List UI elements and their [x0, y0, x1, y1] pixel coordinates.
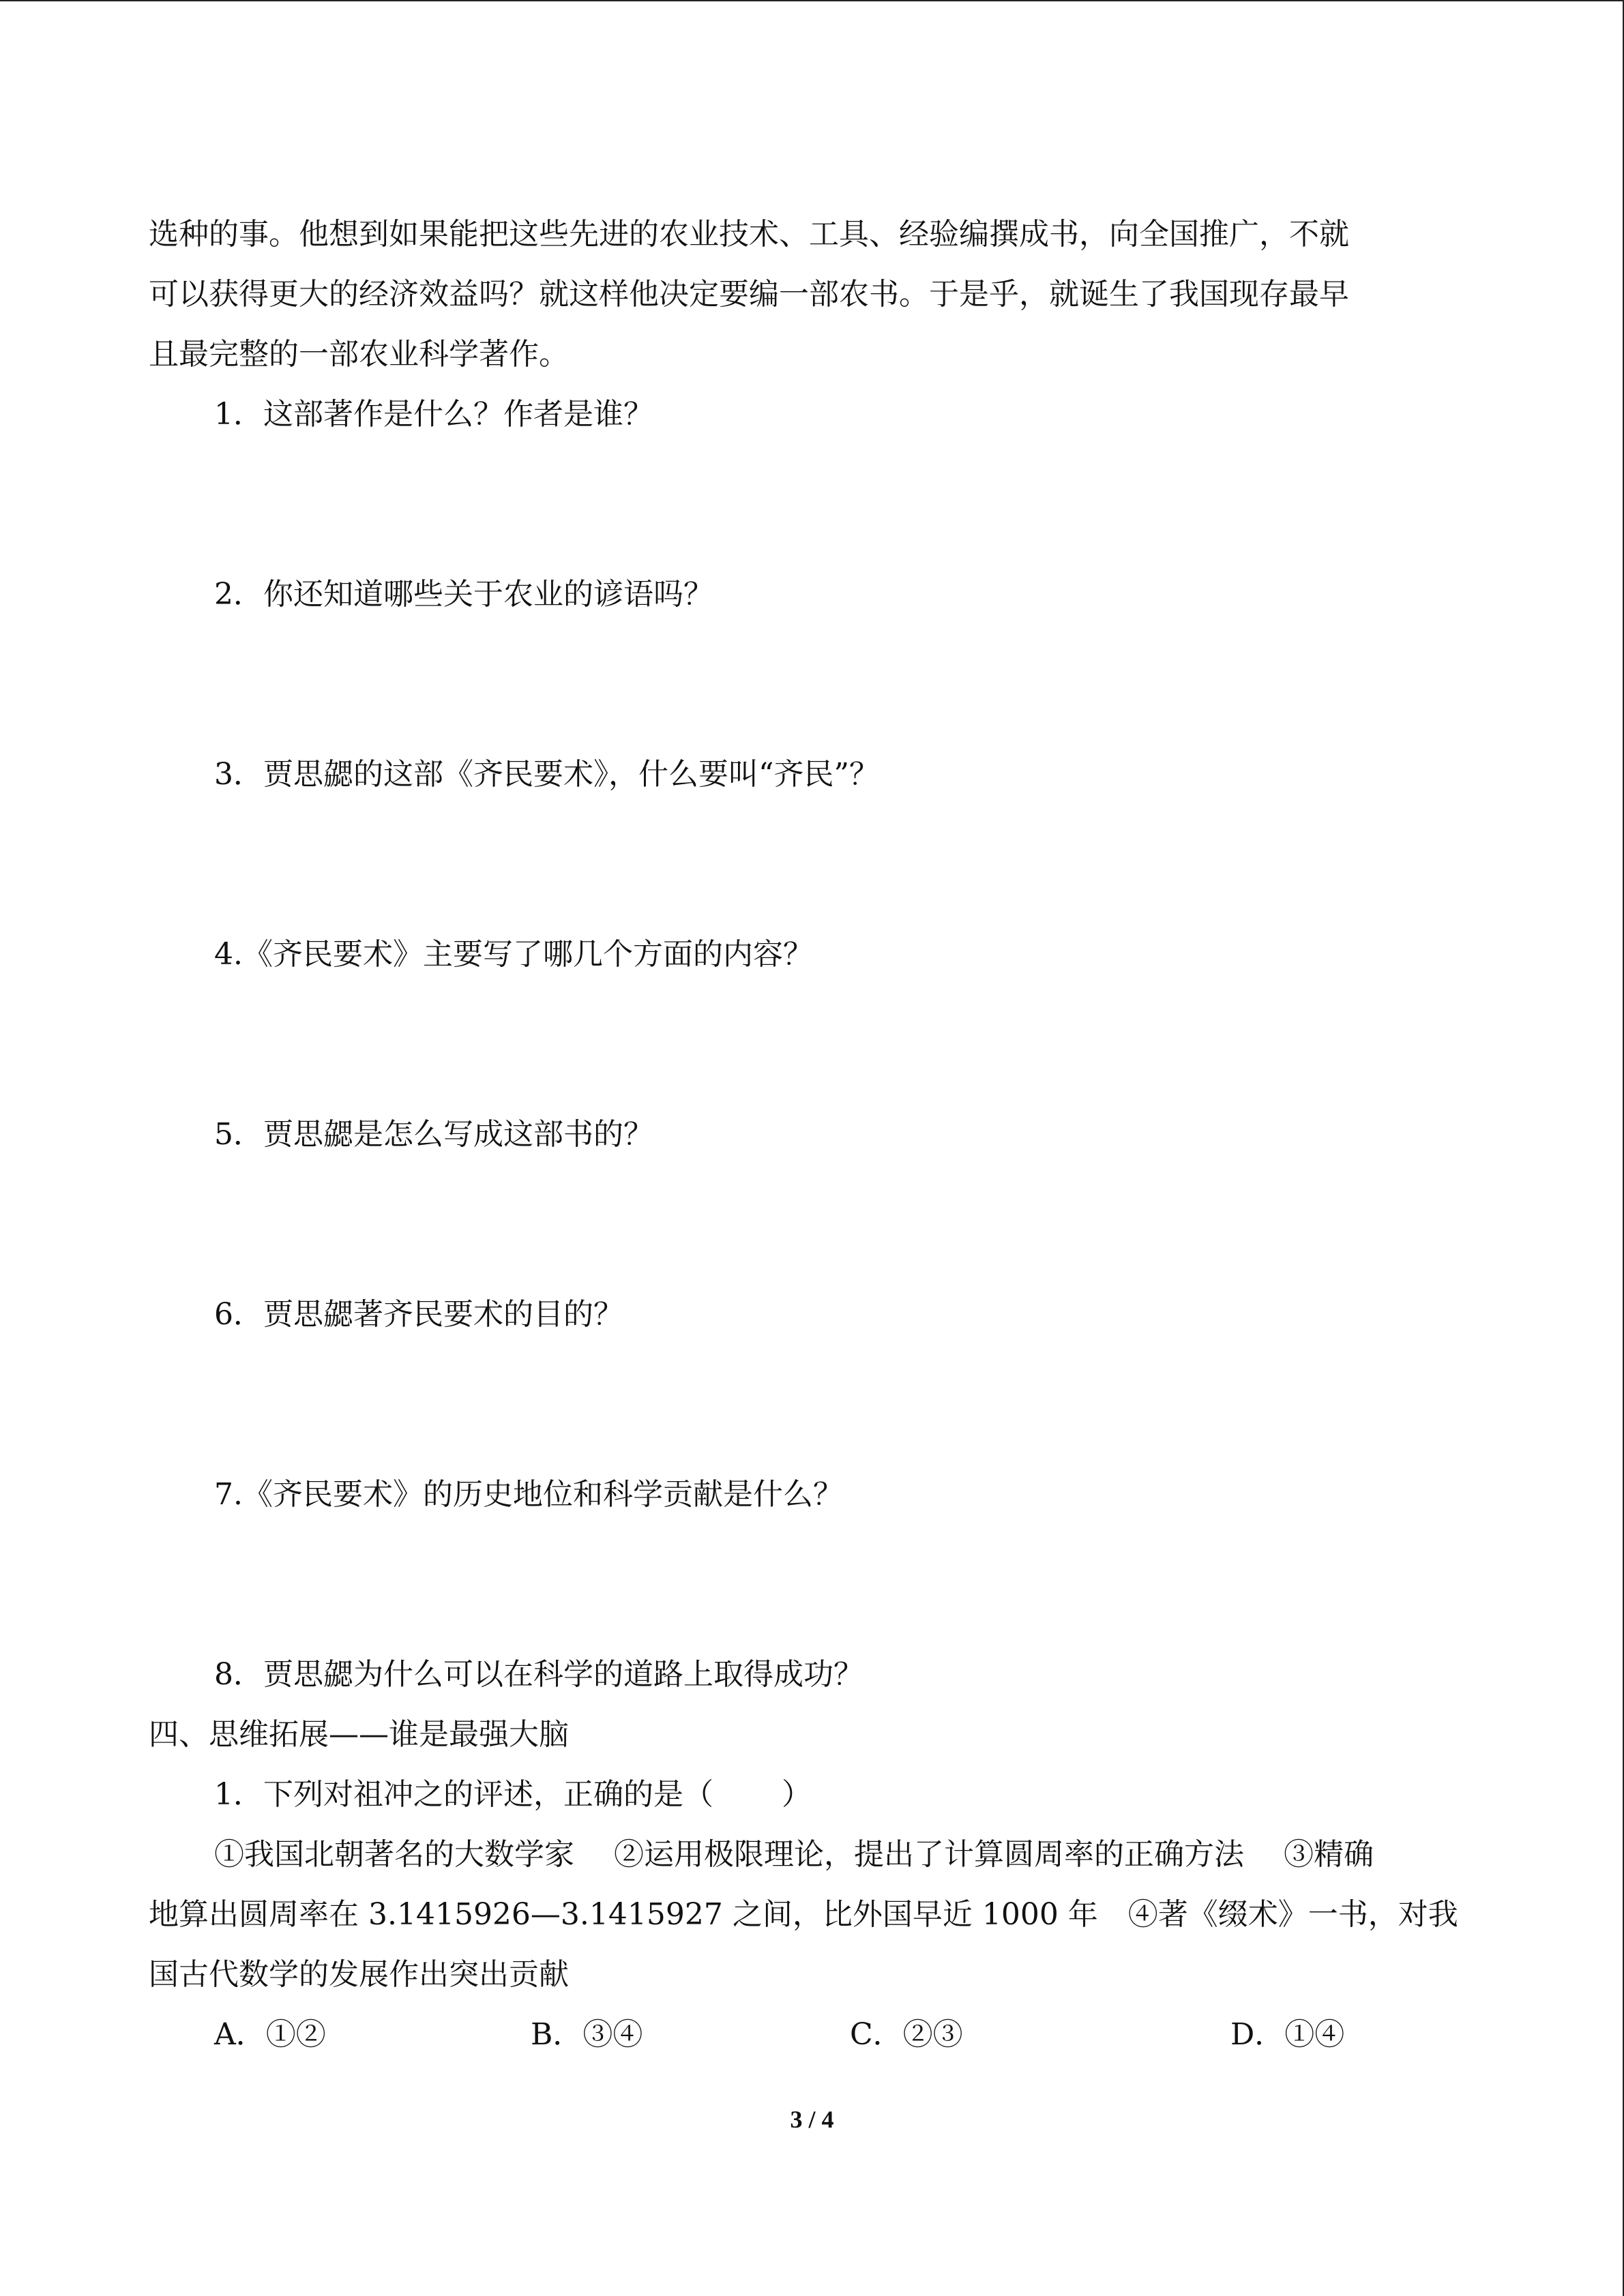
choices-row	[149, 2005, 1479, 2065]
question-number: 2．	[214, 577, 263, 612]
statement-line: ①我国北朝著名的大数学家 ②运用极限理论，提出了计算圆周率的正确方法 ③精确	[214, 1837, 1374, 1872]
question-number: 7.	[214, 1477, 243, 1512]
question-text: 贾思勰为什么可以在科学的道路上取得成功？	[263, 1657, 863, 1692]
choice-a: A．①②	[214, 2017, 326, 2052]
statement-line: 国古代数学的发展作出突出贡献	[149, 1957, 569, 1992]
passage-line: 选种的事。他想到如果能把这些先进的农业技术、工具、经验编撰成书，向全国推广，不就	[149, 217, 1349, 252]
question-text: 《齐民要术》主要写了哪几个方面的内容？	[242, 937, 813, 972]
answer-space	[149, 1345, 1479, 1465]
question-1	[149, 385, 1479, 445]
page-border-top	[0, 0, 1624, 1]
question-text: 《齐民要术》的历史地位和科学贡献是什么？	[242, 1477, 843, 1512]
question-number: 3．	[214, 757, 263, 792]
question-number: 8．	[214, 1657, 263, 1692]
page-number: 3 / 4	[790, 2106, 834, 2133]
question-number: 6．	[214, 1297, 263, 1332]
document-body	[149, 205, 1479, 2065]
question-5	[149, 1105, 1479, 1165]
answer-space	[149, 1165, 1479, 1285]
answer-space	[149, 625, 1479, 745]
question-text: 贾思勰的这部《齐民要术》，什么要叫“齐民”？	[263, 757, 879, 792]
question-4	[149, 925, 1479, 985]
question-number: 4.	[214, 937, 243, 972]
question-text: 贾思勰著齐民要术的目的？	[263, 1297, 623, 1332]
choice-b: B．③④	[531, 2017, 643, 2052]
statement-line: 地算出圆周率在 3.1415926—3.1415927 之间，比外国早近 1000 年 ④著《缀术》一书，对我	[149, 1897, 1458, 1932]
question-2	[149, 565, 1479, 625]
stem-suffix: ）	[782, 1777, 812, 1812]
question-3	[149, 745, 1479, 805]
answer-space	[149, 805, 1479, 925]
passage-line: 可以获得更大的经济效益吗？就这样他决定要编一部农书。于是乎，就诞生了我国现存最早	[149, 277, 1349, 312]
question-text: 这部著作是什么？作者是谁？	[263, 397, 653, 432]
passage	[149, 205, 1479, 385]
multiple-choice-stem	[149, 1765, 1479, 1825]
question-8	[149, 1645, 1479, 1705]
stem-prefix: 1．下列对祖冲之的评述，正确的是（	[214, 1777, 713, 1812]
question-text: 贾思勰是怎么写成这部书的？	[263, 1117, 653, 1152]
question-6	[149, 1285, 1479, 1345]
choice-c: C．②③	[850, 2017, 963, 2052]
choice-d: D．①④	[1230, 2017, 1345, 2052]
answer-space	[149, 445, 1479, 565]
passage-line: 且最完整的一部农业科学著作。	[149, 337, 569, 372]
question-number: 1．	[214, 397, 263, 432]
section-heading: 四、思维拓展——谁是最强大脑	[149, 1717, 569, 1752]
question-number: 5．	[214, 1117, 263, 1152]
answer-space	[149, 985, 1479, 1105]
question-text: 你还知道哪些关于农业的谚语吗？	[263, 577, 713, 612]
question-7	[149, 1465, 1479, 1525]
answer-space	[149, 1525, 1479, 1645]
